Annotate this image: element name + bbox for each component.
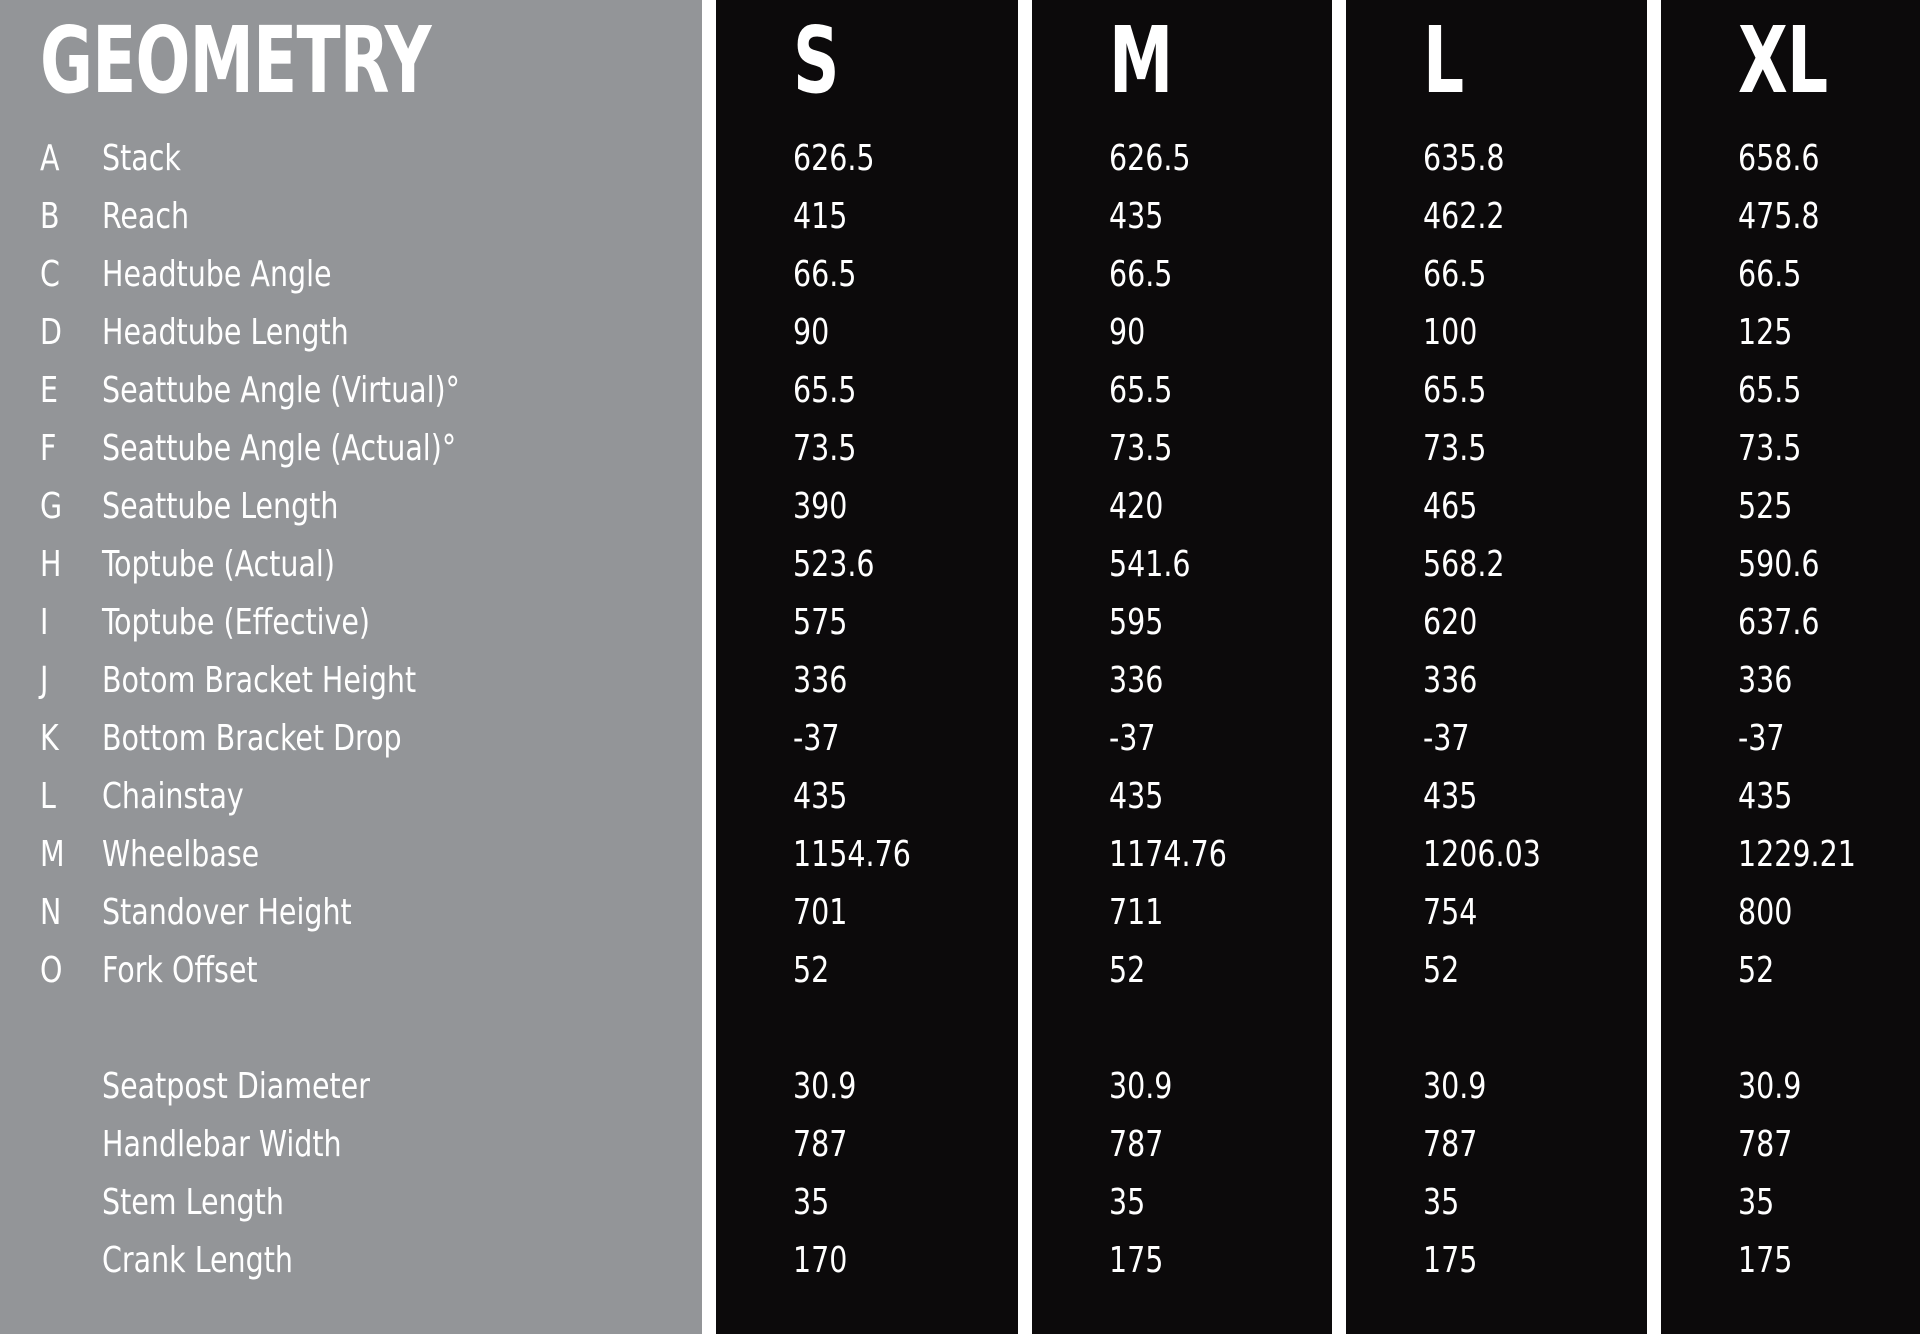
cell-value: -37 (1738, 718, 1785, 759)
geometry-row (716, 188, 1018, 246)
geometry-row (1346, 1058, 1647, 1116)
row-letter: B (40, 196, 60, 237)
geometry-row (716, 362, 1018, 420)
cell-value: 35 (1109, 1182, 1146, 1223)
value-rows (716, 130, 1018, 1290)
geometry-row (1346, 652, 1647, 710)
geometry-row (1032, 362, 1332, 420)
geometry-row (716, 1058, 1018, 1116)
geometry-row (716, 130, 1018, 188)
row-spacer (1661, 1000, 1920, 1058)
cell-value: 65.5 (793, 370, 857, 411)
cell-value: 435 (1738, 776, 1793, 817)
cell-value: 754 (1423, 892, 1478, 933)
geometry-row (0, 1116, 702, 1174)
cell-value: 52 (1109, 950, 1146, 991)
cell-value: 65.5 (1109, 370, 1173, 411)
row-letter: K (40, 718, 59, 759)
cell-value: 620 (1423, 602, 1478, 643)
row-letter: L (40, 776, 56, 817)
cell-value: 787 (1109, 1124, 1164, 1165)
geometry-row (1346, 130, 1647, 188)
geometry-row (0, 188, 702, 246)
cell-value: 65.5 (1423, 370, 1487, 411)
geometry-row (1032, 420, 1332, 478)
size-column-xl (1661, 0, 1920, 1334)
cell-value: 175 (1423, 1240, 1478, 1281)
cell-value: 711 (1109, 892, 1164, 933)
geometry-row (716, 884, 1018, 942)
row-label: Seattube Angle (Virtual)° (102, 370, 460, 411)
cell-value: 523.6 (793, 544, 875, 585)
row-label: Crank Length (102, 1240, 293, 1281)
cell-value: 52 (1738, 950, 1775, 991)
row-letter: G (40, 486, 63, 527)
row-label: Wheelbase (102, 834, 260, 875)
geometry-row (0, 1174, 702, 1232)
geometry-row (1032, 478, 1332, 536)
geometry-row (1346, 768, 1647, 826)
geometry-row (0, 478, 702, 536)
geometry-row (1661, 1232, 1920, 1290)
geometry-row (716, 652, 1018, 710)
geometry-row (716, 246, 1018, 304)
cell-value: 30.9 (1738, 1066, 1802, 1107)
size-column-m (1032, 0, 1332, 1334)
geometry-row (716, 420, 1018, 478)
cell-value: 462.2 (1423, 196, 1505, 237)
cell-value: 435 (1423, 776, 1478, 817)
cell-value: 701 (793, 892, 848, 933)
cell-value: 541.6 (1109, 544, 1191, 585)
cell-value: 525 (1738, 486, 1793, 527)
cell-value: 35 (793, 1182, 830, 1223)
row-letter: E (40, 370, 59, 411)
geometry-row (1032, 594, 1332, 652)
cell-value: 65.5 (1738, 370, 1802, 411)
geometry-row (0, 826, 702, 884)
cell-value: -37 (793, 718, 840, 759)
geometry-row (1661, 652, 1920, 710)
row-label: Chainstay (102, 776, 244, 817)
row-letter: D (40, 312, 62, 353)
value-rows (1032, 130, 1332, 1290)
row-label: Seattube Angle (Actual)° (102, 428, 457, 469)
geometry-row (1032, 1116, 1332, 1174)
geometry-row (1032, 1174, 1332, 1232)
geometry-row (1661, 420, 1920, 478)
geometry-row (716, 536, 1018, 594)
label-rows (0, 130, 702, 1290)
cell-value: 626.5 (793, 138, 875, 179)
geometry-row (1346, 188, 1647, 246)
row-letter: A (40, 138, 60, 179)
cell-value: 787 (1423, 1124, 1478, 1165)
cell-value: 415 (793, 196, 848, 237)
geometry-row (1661, 536, 1920, 594)
label-panel (0, 0, 702, 1334)
geometry-row (1032, 826, 1332, 884)
row-letter: C (40, 254, 60, 295)
geometry-row (0, 304, 702, 362)
row-label: Headtube Length (102, 312, 349, 353)
cell-value: 30.9 (793, 1066, 857, 1107)
cell-value: 52 (793, 950, 830, 991)
geometry-row (0, 420, 702, 478)
row-spacer (0, 1000, 702, 1058)
row-label: Stack (102, 138, 181, 179)
geometry-row (1032, 304, 1332, 362)
geometry-row (1661, 594, 1920, 652)
geometry-row (0, 130, 702, 188)
geometry-row (1032, 130, 1332, 188)
geometry-row (716, 478, 1018, 536)
geometry-row (0, 362, 702, 420)
geometry-row (0, 710, 702, 768)
geometry-row (0, 1058, 702, 1116)
geometry-row (1032, 536, 1332, 594)
cell-value: 30.9 (1423, 1066, 1487, 1107)
cell-value: 66.5 (1109, 254, 1173, 295)
cell-value: 175 (1738, 1240, 1793, 1281)
cell-value: 465 (1423, 486, 1478, 527)
cell-value: 90 (1109, 312, 1146, 353)
row-spacer (716, 1000, 1018, 1058)
cell-value: 420 (1109, 486, 1164, 527)
cell-value: 35 (1738, 1182, 1775, 1223)
geometry-row (0, 246, 702, 304)
cell-value: 787 (793, 1124, 848, 1165)
cell-value: 73.5 (1738, 428, 1802, 469)
cell-value: 568.2 (1423, 544, 1505, 585)
geometry-row (1661, 768, 1920, 826)
geometry-row (1661, 362, 1920, 420)
value-rows (1346, 130, 1647, 1290)
geometry-row (1346, 362, 1647, 420)
geometry-row (1661, 478, 1920, 536)
cell-value: 336 (793, 660, 848, 701)
geometry-row (1346, 594, 1647, 652)
cell-value: 1206.03 (1423, 834, 1541, 875)
geometry-row (0, 768, 702, 826)
row-letter: M (40, 834, 65, 875)
geometry-row (716, 710, 1018, 768)
geometry-row (1346, 884, 1647, 942)
geometry-row (1032, 884, 1332, 942)
cell-value: 125 (1738, 312, 1793, 353)
geometry-row (716, 942, 1018, 1000)
geometry-row (1346, 1232, 1647, 1290)
geometry-row (716, 594, 1018, 652)
cell-value: 336 (1738, 660, 1793, 701)
cell-value: 658.6 (1738, 138, 1820, 179)
row-label: Fork Offset (102, 950, 258, 991)
cell-value: 90 (793, 312, 830, 353)
geometry-row (1032, 942, 1332, 1000)
row-label: Handlebar Width (102, 1124, 342, 1165)
geometry-row (0, 536, 702, 594)
geometry-row (1032, 768, 1332, 826)
cell-value: 435 (1109, 196, 1164, 237)
size-header: XL (1738, 7, 1828, 114)
geometry-row (716, 1116, 1018, 1174)
size-column-s (716, 0, 1018, 1334)
cell-value: 435 (1109, 776, 1164, 817)
cell-value: 595 (1109, 602, 1164, 643)
cell-value: 635.8 (1423, 138, 1505, 179)
row-label: Stem Length (102, 1182, 284, 1223)
geometry-row (1032, 246, 1332, 304)
cell-value: -37 (1109, 718, 1156, 759)
cell-value: 73.5 (1423, 428, 1487, 469)
geometry-row (1661, 1174, 1920, 1232)
row-label: Toptube (Actual) (102, 544, 335, 585)
geometry-row (1346, 304, 1647, 362)
cell-value: 590.6 (1738, 544, 1820, 585)
geometry-row (0, 1232, 702, 1290)
row-letter: I (40, 602, 49, 643)
cell-value: 52 (1423, 950, 1460, 991)
cell-value: 1229.21 (1738, 834, 1856, 875)
geometry-row (1661, 1058, 1920, 1116)
geometry-row (716, 1232, 1018, 1290)
row-label: Botom Bracket Height (102, 660, 417, 701)
geometry-row (1661, 130, 1920, 188)
cell-value: 575 (793, 602, 848, 643)
geometry-row (1661, 826, 1920, 884)
geometry-row (1661, 710, 1920, 768)
cell-value: 1154.76 (793, 834, 911, 875)
geometry-row (1346, 478, 1647, 536)
cell-value: 170 (793, 1240, 848, 1281)
geometry-row (1346, 942, 1647, 1000)
geometry-row (1032, 1232, 1332, 1290)
size-header: L (1423, 7, 1464, 114)
geometry-row (0, 942, 702, 1000)
size-header: M (1109, 7, 1173, 114)
geometry-row (716, 304, 1018, 362)
geometry-row (1032, 710, 1332, 768)
cell-value: 435 (793, 776, 848, 817)
cell-value: -37 (1423, 718, 1470, 759)
geometry-row (1346, 826, 1647, 884)
cell-value: 66.5 (793, 254, 857, 295)
cell-value: 800 (1738, 892, 1793, 933)
row-letter: N (40, 892, 62, 933)
row-label: Bottom Bracket Drop (102, 718, 402, 759)
cell-value: 66.5 (1738, 254, 1802, 295)
geometry-row (716, 826, 1018, 884)
row-letter: O (40, 950, 63, 991)
row-letter: F (40, 428, 57, 469)
row-spacer (1346, 1000, 1647, 1058)
size-header: S (793, 7, 839, 114)
cell-value: 390 (793, 486, 848, 527)
row-spacer (1032, 1000, 1332, 1058)
geometry-row (1346, 710, 1647, 768)
row-label: Seattube Length (102, 486, 339, 527)
geometry-row (1661, 304, 1920, 362)
cell-value: 637.6 (1738, 602, 1820, 643)
cell-value: 336 (1109, 660, 1164, 701)
cell-value: 475.8 (1738, 196, 1820, 237)
row-letter: H (40, 544, 62, 585)
cell-value: 30.9 (1109, 1066, 1173, 1107)
geometry-title: GEOMETRY (40, 7, 431, 114)
row-label: Seatpost Diameter (102, 1066, 370, 1107)
geometry-row (1346, 536, 1647, 594)
geometry-row (1661, 884, 1920, 942)
geometry-row (1661, 942, 1920, 1000)
cell-value: 1174.76 (1109, 834, 1227, 875)
cell-value: 336 (1423, 660, 1478, 701)
geometry-row (1661, 1116, 1920, 1174)
geometry-row (716, 768, 1018, 826)
geometry-row (1032, 652, 1332, 710)
cell-value: 787 (1738, 1124, 1793, 1165)
cell-value: 73.5 (1109, 428, 1173, 469)
geometry-row (1346, 246, 1647, 304)
geometry-row (0, 884, 702, 942)
cell-value: 66.5 (1423, 254, 1487, 295)
cell-value: 100 (1423, 312, 1478, 353)
geometry-row (1346, 420, 1647, 478)
row-label: Headtube Angle (102, 254, 332, 295)
geometry-row (1661, 188, 1920, 246)
geometry-row (716, 1174, 1018, 1232)
geometry-row (0, 652, 702, 710)
geometry-row (1346, 1116, 1647, 1174)
geometry-row (1346, 1174, 1647, 1232)
cell-value: 35 (1423, 1182, 1460, 1223)
row-label: Standover Height (102, 892, 352, 933)
row-label: Toptube (Effective) (102, 602, 371, 643)
value-rows (1661, 130, 1920, 1290)
cell-value: 175 (1109, 1240, 1164, 1281)
cell-value: 626.5 (1109, 138, 1191, 179)
size-column-l (1346, 0, 1647, 1334)
row-label: Reach (102, 196, 190, 237)
geometry-row (1032, 1058, 1332, 1116)
cell-value: 73.5 (793, 428, 857, 469)
geometry-row (1032, 188, 1332, 246)
row-letter: J (40, 660, 49, 701)
geometry-row (0, 594, 702, 652)
geometry-row (1661, 246, 1920, 304)
